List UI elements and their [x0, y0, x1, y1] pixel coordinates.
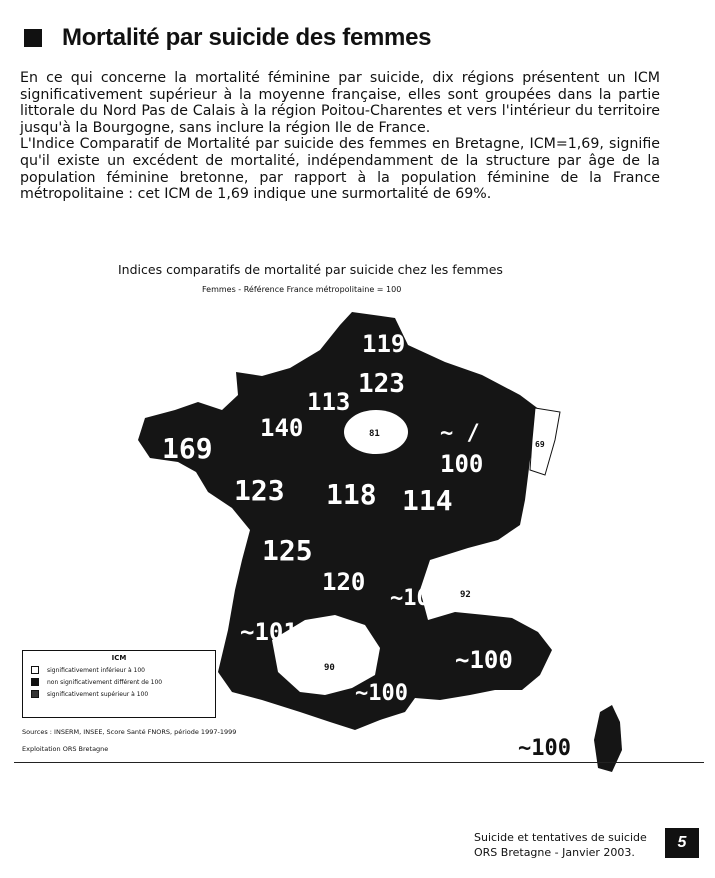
divider	[14, 762, 704, 763]
legend-item	[31, 666, 215, 674]
handwritten-value-centre: 118	[326, 478, 377, 511]
exploitation-note: Exploitation ORS Bretagne	[22, 745, 109, 753]
page-title: Mortalité par suicide des femmes	[62, 24, 432, 51]
handwritten-value-picardie: 123	[358, 369, 405, 399]
footer-line-1: Suicide et tentatives de suicide	[474, 831, 647, 844]
footer-line-2: ORS Bretagne - Janvier 2003.	[474, 846, 635, 859]
intro-paragraph-2: L'Indice Comparatif de Mortalité par suicide des femmes en Bretagne, ICM=1,69, signifie qu'il existe un excédent de mortalité, indépendamment de la structure par âge de la population féminine bretonne, par rapport à la population féminine de la France métropolitaine : cet ICM de 1,69 indique une surmortalité de 69%.	[20, 136, 660, 203]
legend-label: significativement supérieur à 100	[47, 690, 149, 698]
handwritten-value-basse-normandie: 140	[260, 414, 304, 442]
legend-swatch-white	[31, 666, 39, 674]
handwritten-value-poitou-charentes: 125	[262, 534, 313, 567]
map-subtitle: Femmes - Référence France métropolitaine = 100	[202, 285, 402, 294]
legend-swatch-black	[31, 678, 39, 686]
sources-note: Sources : INSERM, INSEE, Score Santé FNORS, période 1997-1999	[22, 728, 237, 736]
legend-label: significativement inférieur à 100	[47, 666, 145, 674]
printed-value-ile-de-france: 81	[369, 429, 380, 439]
legend-item	[31, 678, 215, 686]
printed-value-alsace: 69	[535, 440, 545, 449]
handwritten-value-lorraine: 100	[440, 450, 484, 478]
handwritten-value-bretagne: 169	[162, 432, 213, 465]
legend-label: non significativement différent de 100	[47, 678, 163, 686]
page-number: 5	[665, 828, 699, 858]
handwritten-value-bourgogne: 114	[402, 484, 453, 517]
printed-value-rhone-alpes: 92	[460, 590, 471, 600]
legend-swatch-dark	[31, 690, 39, 698]
handwritten-value-limousin: 120	[322, 568, 366, 596]
handwritten-value-haute-normandie: 113	[307, 388, 351, 416]
handwritten-value-auvergne: ~100	[390, 586, 443, 611]
map-legend	[22, 650, 216, 718]
handwritten-value-pays-de-la-loire: 123	[234, 474, 285, 507]
handwritten-value-corse: ~100	[518, 736, 571, 761]
footer	[474, 830, 647, 860]
printed-value-midi-pyrenees: 90	[324, 663, 335, 673]
handwritten-value-languedoc: ~100	[355, 681, 408, 706]
handwritten-value-paca: ~100	[455, 646, 513, 674]
handwritten-value-aquitaine: ~101	[240, 618, 298, 646]
handwritten-value-nord: 119	[362, 330, 406, 358]
map-title: Indices comparatifs de mortalité par suicide chez les femmes	[118, 262, 503, 277]
handwritten-value-champagne: ~ /	[440, 421, 480, 446]
intro-paragraph-1: En ce qui concerne la mortalité féminine par suicide, dix régions présentent un ICM significativement supérieur à la moyenne française, elles sont groupées dans la partie littorale du Nord Pas de Calais à la région Poitou-Charentes et vers l'intérieur du territoire jusqu'à la Bourgogne, sans inclure la région Ile de France.	[20, 70, 660, 136]
legend-item	[31, 690, 215, 698]
legend-title: ICM	[111, 654, 127, 662]
